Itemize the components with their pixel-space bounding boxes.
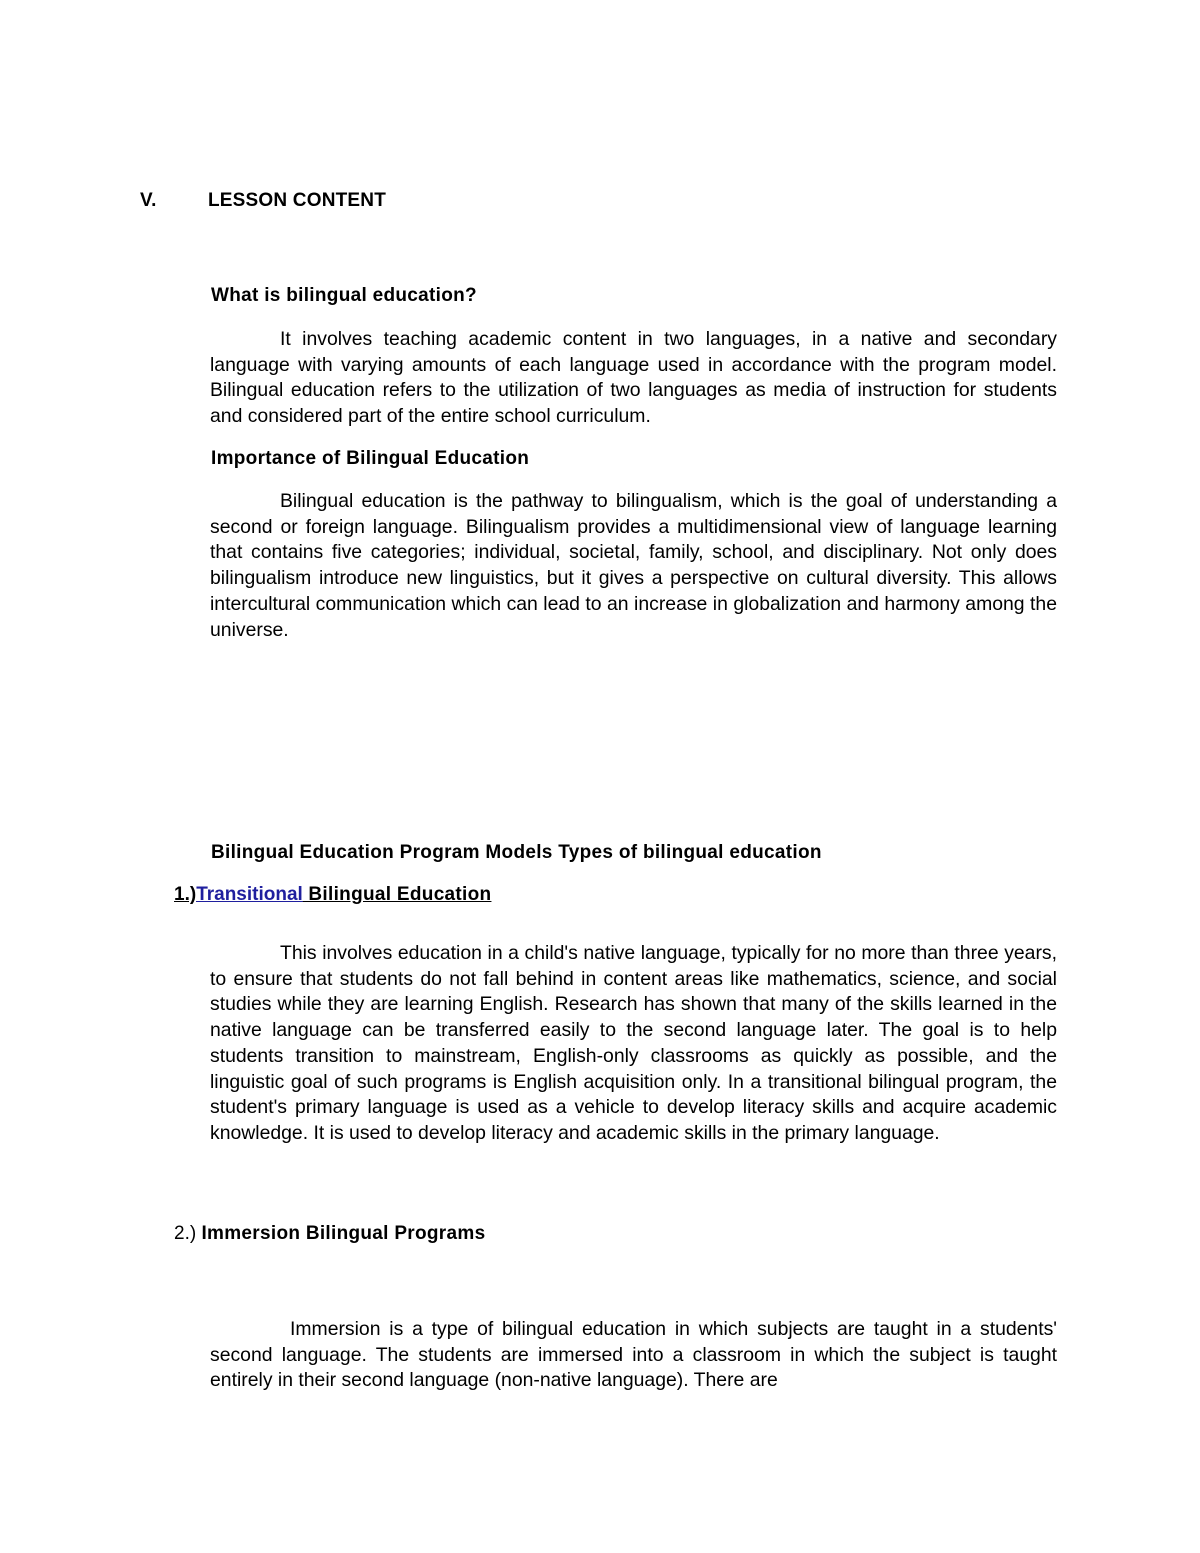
section-title: LESSON CONTENT xyxy=(208,190,387,211)
item1-number: 1.) xyxy=(174,884,197,905)
heading-importance: Importance of Bilingual Education xyxy=(211,448,530,469)
section-heading xyxy=(140,190,386,212)
section-number: V. xyxy=(140,190,157,211)
item2-number: 2.) xyxy=(174,1223,197,1244)
item2-title: Immersion Bilingual Programs xyxy=(201,1223,486,1244)
item1-heading xyxy=(174,884,491,906)
paragraph-transitional: This involves education in a child's native language, typically for no more than three years, to ensure that students do not fall behind in content areas like mathematics, science, and social studies while they are learning English. Research has shown that many of the skills learned in the native language can be transferred easily to the second language later. The goal is to help students transition to mainstream, English-only classrooms as quickly as possible, and the linguistic goal of such programs is English acquisition only. In a transitional bilingual program, the student's primary language is used as a vehicle to develop literacy skills and acquire academic knowledge. It is used to develop literacy and academic skills in the primary language. xyxy=(210,942,1057,1144)
item1-title: Bilingual Education xyxy=(302,884,492,905)
paragraph-definition: It involves teaching academic content in two languages, in a native and secondary language with varying amounts of each language used in accordance with the program model. Bilingual education refers to the utilization of two languages as media of instruction for students and considered part of the entire school curriculum. xyxy=(210,328,1057,428)
paragraph-immersion: Immersion is a type of bilingual education in which subjects are taught in a students' second language. The students are immersed into a classroom in which the subject is taught entirely in their second language (non-native language). There are xyxy=(210,1318,1057,1392)
heading-what-is-bilingual-education: What is bilingual education? xyxy=(211,285,477,306)
paragraph-importance: Bilingual education is the pathway to bilingualism, which is the goal of understanding a second or foreign language. Bilingualism provides a multidimensional view of language learning that contains five categories; individual, societal, family, school, and disciplinary. Not only does bilingualism introduce new linguistics, but it gives a perspective on cultural diversity. This allows intercultural communication which can lead to an increase in globalization and harmony among the universe. xyxy=(210,490,1057,641)
item2-heading xyxy=(174,1223,485,1245)
transitional-link[interactable]: Transitional xyxy=(196,884,303,905)
heading-program-models: Bilingual Education Program Models Types of bilingual education xyxy=(211,842,822,863)
